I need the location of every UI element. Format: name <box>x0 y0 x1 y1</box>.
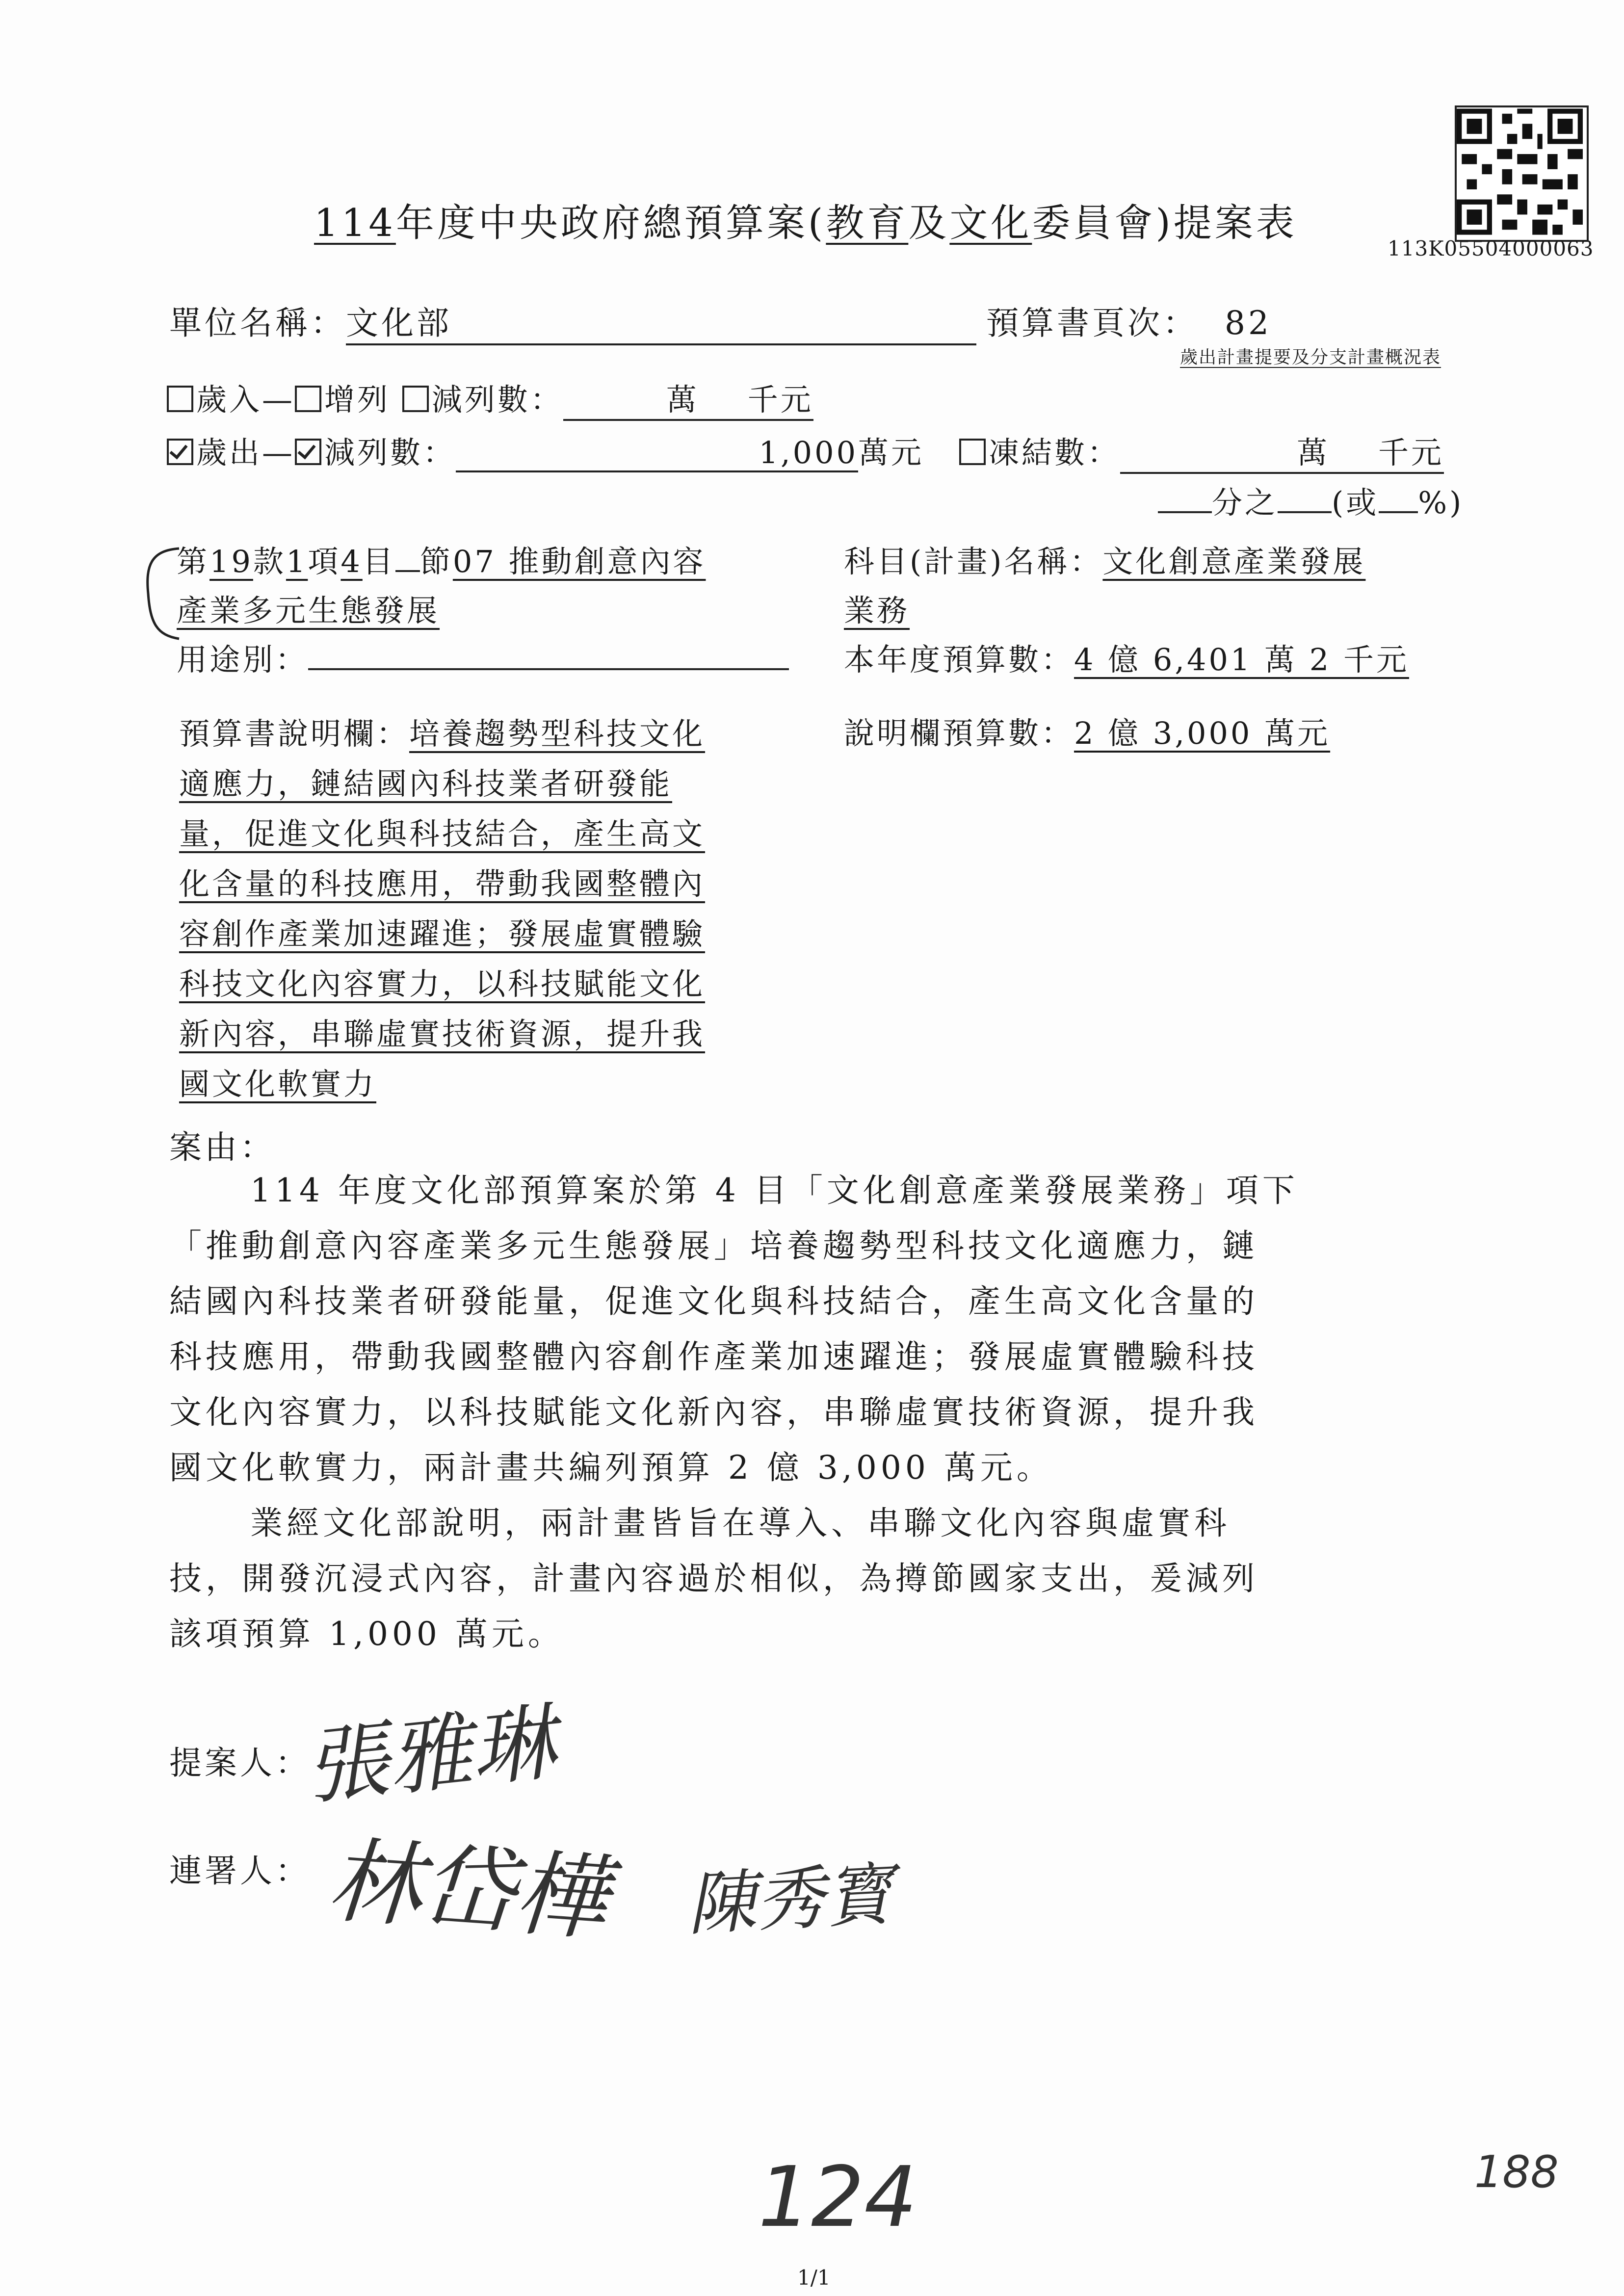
budget-page-note: 歲出計畫提要及分支計畫概況表 <box>1180 347 1441 367</box>
increase-checkbox <box>295 386 321 412</box>
proposer-label: 提案人： <box>169 1744 311 1782</box>
expense-row: 歲出— 減列數： 1,000萬元 <box>167 428 924 472</box>
page-title: 114年度中央政府總預算案(教育及文化委員會)提案表 <box>314 201 1297 245</box>
handwritten-number: 124 <box>758 2149 917 2246</box>
cosigner-signature-2: 陳秀寳 <box>685 1854 895 1945</box>
subject-line2: 業務 <box>844 593 910 628</box>
item-name-line2: 產業多元生態發展 <box>177 593 440 628</box>
freeze-row: 凍結數： 萬 千元 <box>959 428 1444 474</box>
page-number: 1/1 <box>797 2266 831 2290</box>
item-row: 第19款1項4目 節07 推動創意內容 <box>177 544 706 579</box>
reason-label: 案由： <box>169 1128 275 1166</box>
income-checkbox <box>167 386 193 412</box>
annual-budget-row: 本年度預算數：4 億 6,401 萬 2 千元 <box>844 642 1409 678</box>
subject-row: 科目(計畫)名稱：文化創意產業發展 <box>844 544 1366 579</box>
freeze-checkbox <box>959 439 986 465</box>
cosigner-label: 連署人： <box>169 1852 311 1890</box>
cosigner-signature-1: 林岱樺 <box>324 1826 611 1954</box>
document-code: 113K05504000063 <box>1388 236 1594 261</box>
reason-body: 114 年度文化部預算案於第 4 目「文化創意產業發展業務」項下 「推動創意內容產業多元生態發展」培養趨勢型科技文化適應力，鏈 結國內科技業者研發能量，促進文化與科技結合，產生高文化含量的 科技應用，帶動我國整體內容創作產業加速躍進；發展虛實體驗科技 文化內容實力，以科技賦能文化新內容，串聯虛實技術資源，提升我 國文化軟實力，兩計畫共編列預算 2 億 3,000 萬元。 業經文化部說明，兩計畫皆旨在導入、串聯文化內容與虛實科 技，開發沉浸式內容，計畫內容過於相似，為撙節國家支出，爰減列 該項預算 1,000 萬元。 <box>169 1172 1299 1653</box>
income-row: 歲入— 增列 減列數： 萬 千元 <box>167 375 813 421</box>
handwritten-corner-number: 188 <box>1474 2146 1559 2198</box>
bracket-mark <box>142 545 182 643</box>
unit-name-row: 單位名稱：文化部 <box>169 297 976 345</box>
budget-description: 預算書說明欄：培養趨勢型科技文化 適應力，鏈結國內科技業者研發能 量，促進文化與科技結合，產生高文 化含量的科技應用，帶動我國整體內 容創作產業加速躍進；發展虛實體驗 科技文化內容實力，以科技賦能文化 新內容，串聯虛實技術資源，提升我 國文化軟實力 <box>179 716 706 1102</box>
qr-code <box>1455 105 1589 242</box>
expense-decrease-checkbox <box>295 439 321 465</box>
budget-page-row: 預算書頁次： 82 <box>986 304 1272 342</box>
proposer-signature: 張雅琳 <box>300 1694 560 1817</box>
decrease-checkbox <box>402 386 429 412</box>
description-budget-row: 說明欄預算數：2 億 3,000 萬元 <box>844 715 1331 751</box>
usage-row: 用途別： <box>177 635 789 679</box>
expense-checkbox <box>167 439 193 465</box>
freeze-fraction: 分之 (或 %) <box>1158 478 1464 522</box>
